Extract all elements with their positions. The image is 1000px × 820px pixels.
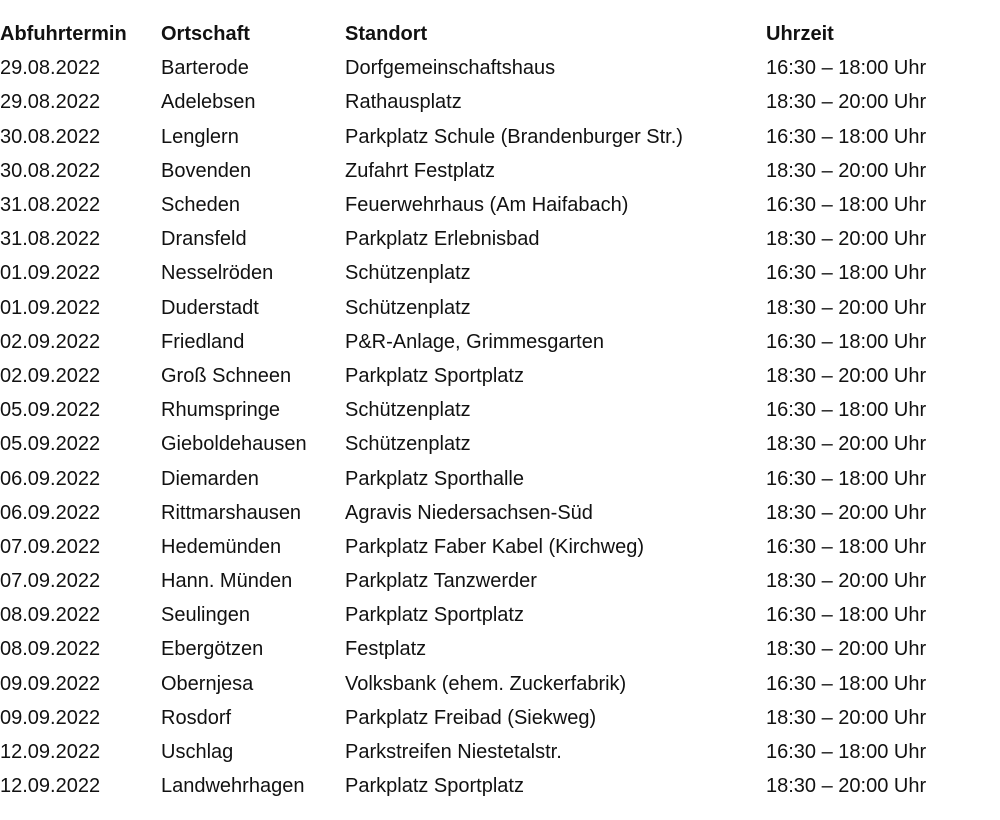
cell-place: Groß Schneen — [161, 364, 292, 387]
cell-time: 16:30 – 18:00 Uhr — [766, 262, 927, 285]
cell-location: Parkplatz Sportplatz — [345, 775, 524, 798]
cell-time: 18:30 – 20:00 Uhr — [766, 706, 927, 729]
collection-schedule-table — [0, 17, 966, 803]
cell-time: 18:30 – 20:00 Uhr — [766, 364, 927, 387]
table-row — [0, 530, 966, 564]
cell-place: Seulingen — [161, 604, 250, 627]
cell-date: 02.09.2022 — [0, 330, 101, 353]
header-row — [0, 17, 966, 51]
cell-time: 16:30 – 18:00 Uhr — [766, 57, 927, 80]
table-body — [0, 51, 966, 803]
cell-time: 16:30 – 18:00 Uhr — [766, 741, 927, 764]
cell-date: 31.08.2022 — [0, 194, 101, 217]
cell-location: Agravis Niedersachsen-Süd — [345, 501, 593, 524]
cell-date: 08.09.2022 — [0, 638, 101, 661]
table-row — [0, 632, 966, 666]
table-row — [0, 427, 966, 461]
cell-time: 16:30 – 18:00 Uhr — [766, 125, 927, 148]
cell-location: Parkplatz Schule (Brandenburger Str.) — [345, 125, 683, 148]
cell-location: Feuerwehrhaus (Am Haifabach) — [345, 194, 629, 217]
column-header-time: Uhrzeit — [766, 23, 834, 46]
cell-time: 18:30 – 20:00 Uhr — [766, 570, 927, 593]
cell-time: 18:30 – 20:00 Uhr — [766, 159, 927, 182]
table-row — [0, 359, 966, 393]
cell-place: Scheden — [161, 194, 240, 217]
cell-date: 07.09.2022 — [0, 535, 101, 558]
cell-date: 01.09.2022 — [0, 296, 101, 319]
table-row — [0, 598, 966, 632]
cell-time: 16:30 – 18:00 Uhr — [766, 604, 927, 627]
cell-location: Parkplatz Sportplatz — [345, 364, 524, 387]
cell-place: Uschlag — [161, 741, 234, 764]
cell-place: Landwehrhagen — [161, 775, 305, 798]
cell-place: Barterode — [161, 57, 249, 80]
cell-location: Parkplatz Erlebnisbad — [345, 228, 540, 251]
cell-date: 12.09.2022 — [0, 741, 101, 764]
cell-place: Hedemünden — [161, 535, 282, 558]
cell-date: 30.08.2022 — [0, 159, 101, 182]
table-row — [0, 701, 966, 735]
cell-time: 16:30 – 18:00 Uhr — [766, 399, 927, 422]
table-row — [0, 188, 966, 222]
cell-time: 18:30 – 20:00 Uhr — [766, 228, 927, 251]
cell-location: Parkplatz Tanzwerder — [345, 570, 537, 593]
cell-date: 06.09.2022 — [0, 467, 101, 490]
table-row — [0, 461, 966, 495]
table-row — [0, 667, 966, 701]
cell-place: Obernjesa — [161, 672, 254, 695]
cell-place: Rhumspringe — [161, 399, 280, 422]
cell-location: P&R-Anlage, Grimmesgarten — [345, 330, 604, 353]
cell-location: Schützenplatz — [345, 433, 471, 456]
cell-date: 07.09.2022 — [0, 570, 101, 593]
cell-location: Parkstreifen Niestetalstr. — [345, 741, 562, 764]
cell-time: 18:30 – 20:00 Uhr — [766, 91, 927, 114]
column-header-location: Standort — [345, 23, 428, 46]
cell-place: Diemarden — [161, 467, 259, 490]
cell-time: 18:30 – 20:00 Uhr — [766, 433, 927, 456]
cell-place: Nesselröden — [161, 262, 274, 285]
table-row — [0, 496, 966, 530]
cell-place: Friedland — [161, 330, 245, 353]
cell-place: Ebergötzen — [161, 638, 264, 661]
cell-time: 18:30 – 20:00 Uhr — [766, 775, 927, 798]
cell-location: Volksbank (ehem. Zuckerfabrik) — [345, 672, 627, 695]
cell-location: Schützenplatz — [345, 262, 471, 285]
cell-place: Rittmarshausen — [161, 501, 302, 524]
cell-date: 05.09.2022 — [0, 399, 101, 422]
cell-date: 29.08.2022 — [0, 91, 101, 114]
cell-time: 18:30 – 20:00 Uhr — [766, 501, 927, 524]
cell-time: 16:30 – 18:00 Uhr — [766, 194, 927, 217]
cell-time: 16:30 – 18:00 Uhr — [766, 672, 927, 695]
cell-date: 06.09.2022 — [0, 501, 101, 524]
cell-time: 16:30 – 18:00 Uhr — [766, 330, 927, 353]
cell-date: 29.08.2022 — [0, 57, 101, 80]
cell-place: Rosdorf — [161, 706, 232, 729]
cell-date: 02.09.2022 — [0, 364, 101, 387]
cell-location: Parkplatz Sportplatz — [345, 604, 524, 627]
cell-date: 08.09.2022 — [0, 604, 101, 627]
table-row — [0, 51, 966, 85]
table-row — [0, 256, 966, 290]
cell-date: 31.08.2022 — [0, 228, 101, 251]
cell-date: 01.09.2022 — [0, 262, 101, 285]
cell-place: Adelebsen — [161, 91, 256, 114]
table-row — [0, 120, 966, 154]
cell-time: 18:30 – 20:00 Uhr — [766, 296, 927, 319]
cell-location: Parkplatz Freibad (Siekweg) — [345, 706, 597, 729]
cell-location: Parkplatz Sporthalle — [345, 467, 524, 490]
cell-date: 30.08.2022 — [0, 125, 101, 148]
cell-location: Dorfgemeinschaftshaus — [345, 57, 556, 80]
column-header-date: Abfuhrtermin — [0, 23, 127, 46]
cell-location: Rathausplatz — [345, 91, 462, 114]
cell-time: 16:30 – 18:00 Uhr — [766, 467, 927, 490]
table-row — [0, 291, 966, 325]
table-row — [0, 393, 966, 427]
cell-date: 05.09.2022 — [0, 433, 101, 456]
cell-place: Duderstadt — [161, 296, 259, 319]
table-row — [0, 564, 966, 598]
column-header-place: Ortschaft — [161, 23, 250, 46]
cell-location: Parkplatz Faber Kabel (Kirchweg) — [345, 535, 645, 558]
cell-place: Gieboldehausen — [161, 433, 307, 456]
cell-date: 09.09.2022 — [0, 672, 101, 695]
cell-place: Hann. Münden — [161, 570, 293, 593]
cell-time: 16:30 – 18:00 Uhr — [766, 535, 927, 558]
cell-location: Schützenplatz — [345, 399, 471, 422]
table-row — [0, 735, 966, 769]
cell-location: Festplatz — [345, 638, 427, 661]
cell-place: Bovenden — [161, 159, 252, 182]
cell-place: Dransfeld — [161, 228, 247, 251]
table-row — [0, 769, 966, 803]
cell-place: Lenglern — [161, 125, 239, 148]
cell-date: 12.09.2022 — [0, 775, 101, 798]
table-row — [0, 154, 966, 188]
table-row — [0, 222, 966, 256]
table-row — [0, 85, 966, 119]
cell-location: Zufahrt Festplatz — [345, 159, 496, 182]
table-row — [0, 325, 966, 359]
cell-date: 09.09.2022 — [0, 706, 101, 729]
cell-location: Schützenplatz — [345, 296, 471, 319]
cell-time: 18:30 – 20:00 Uhr — [766, 638, 927, 661]
